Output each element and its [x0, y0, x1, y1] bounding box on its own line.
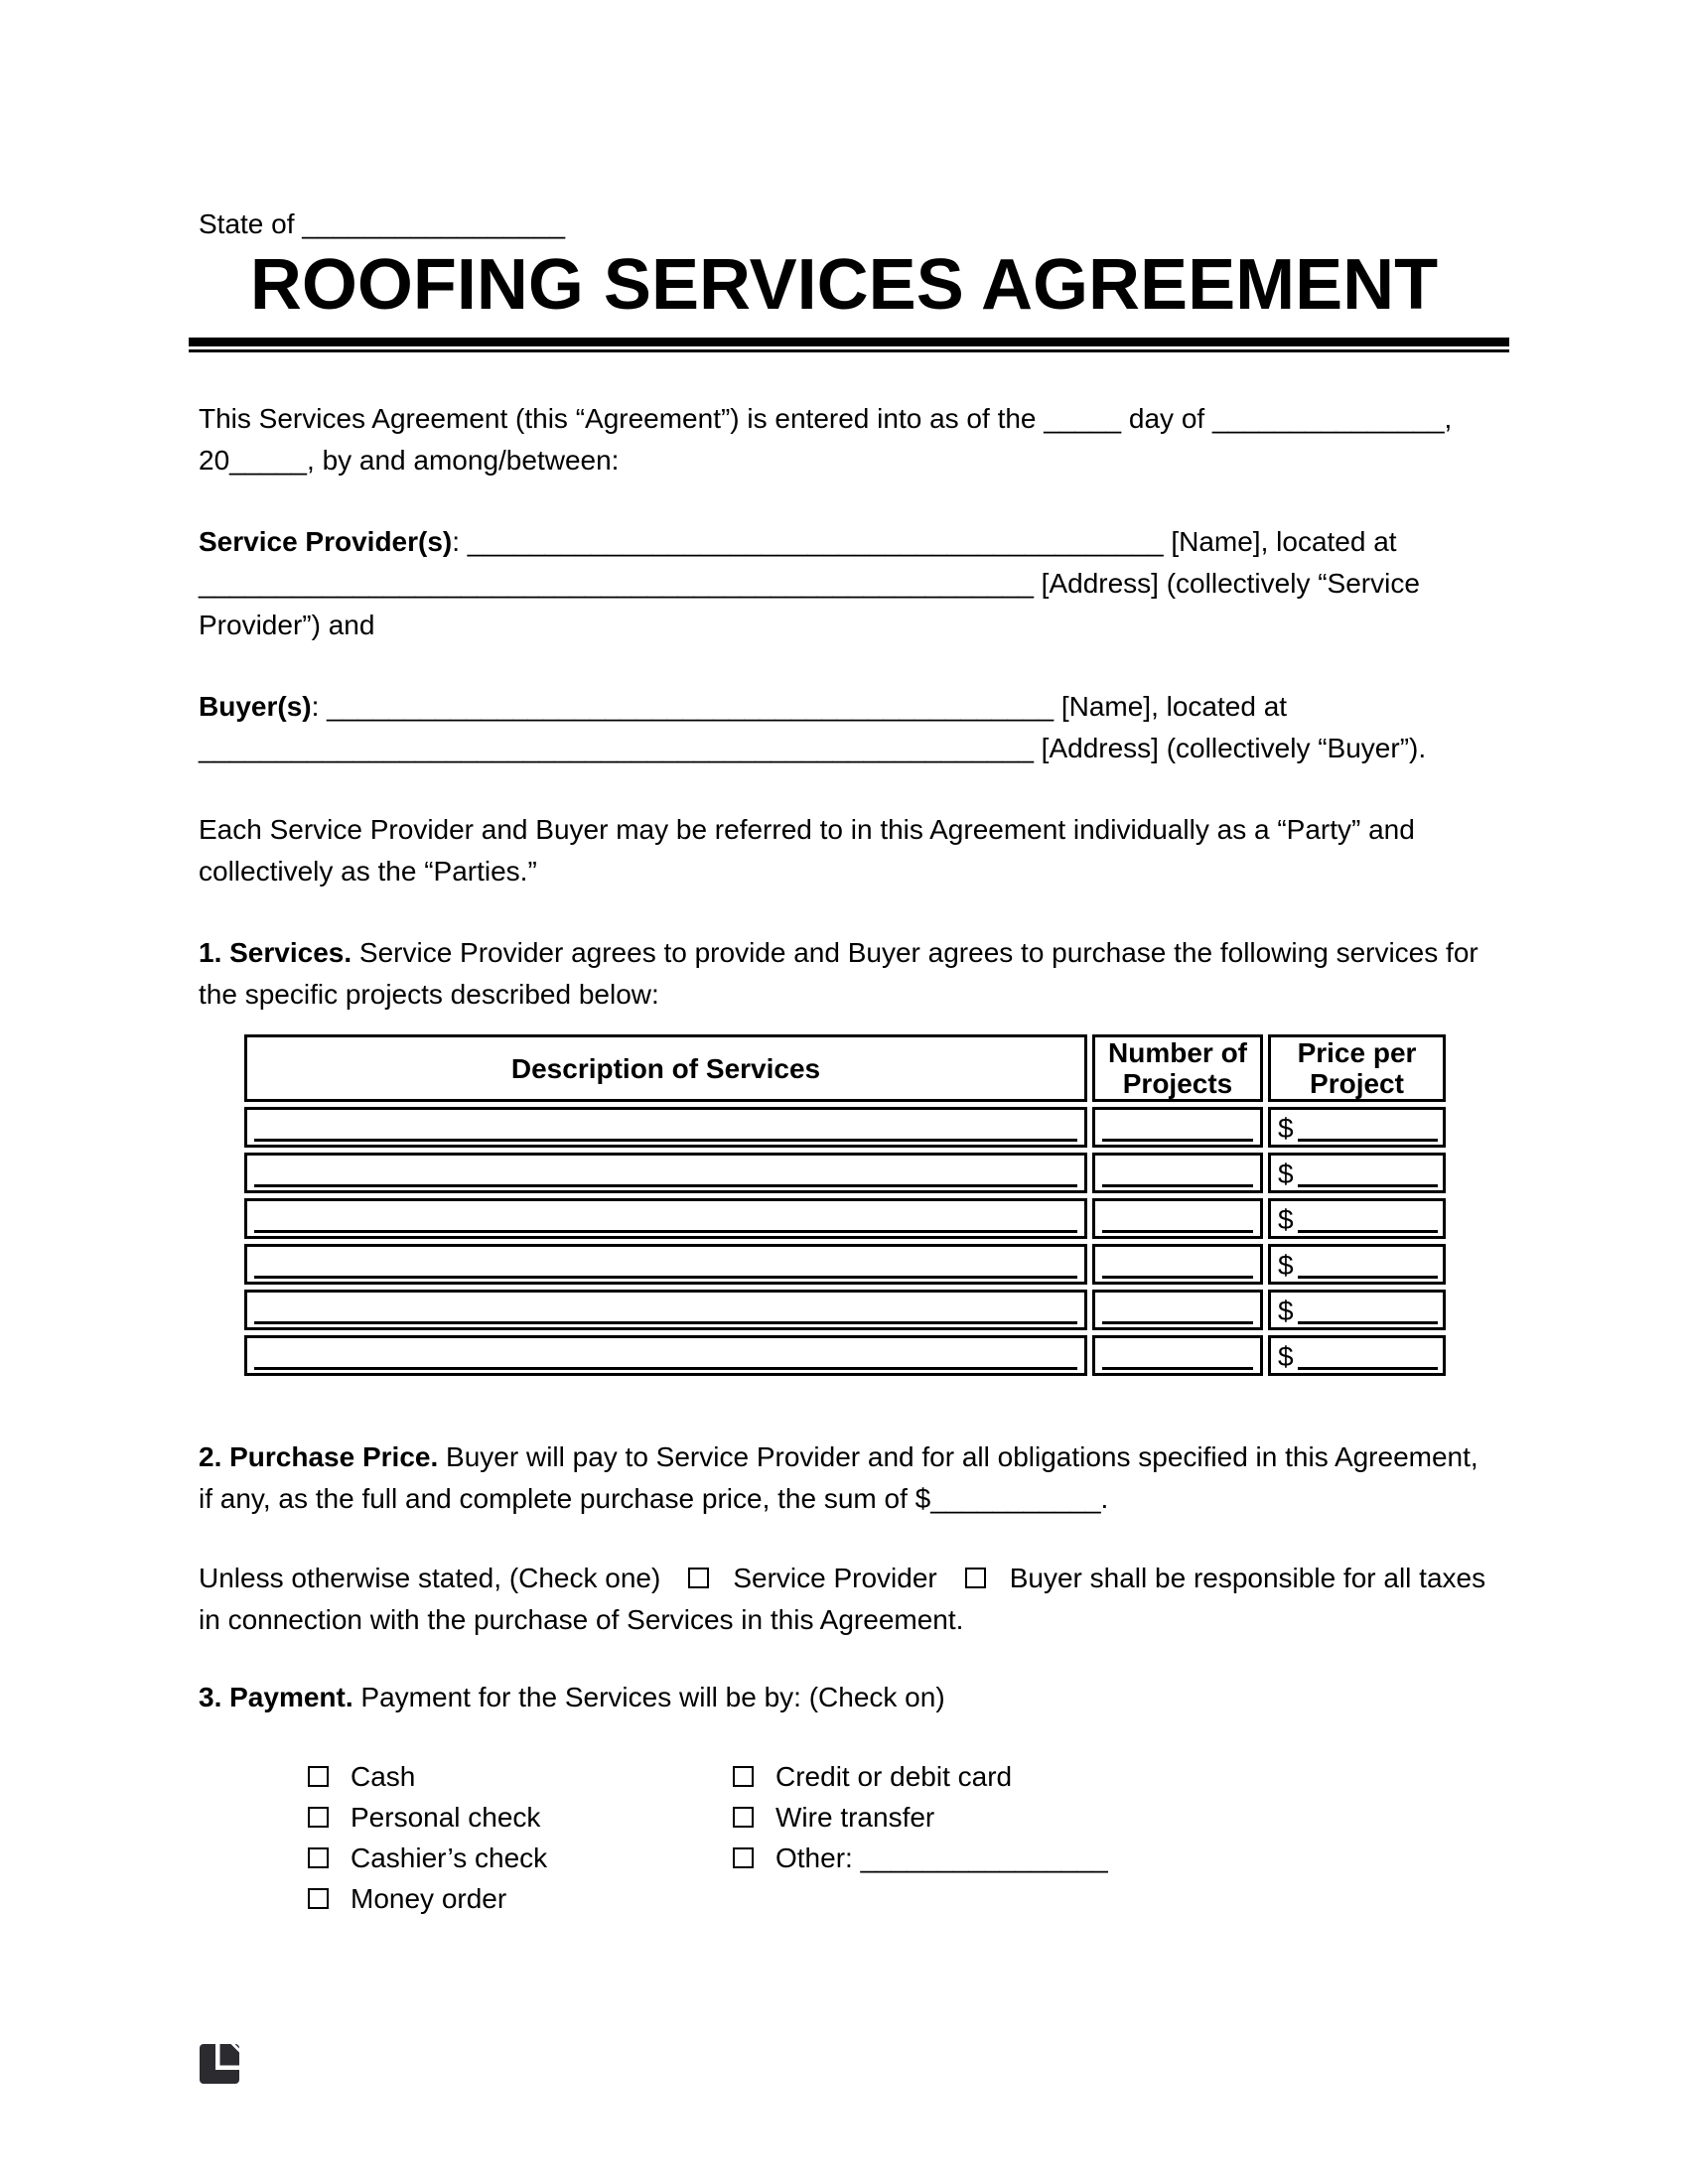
payment-label: 3. Payment.: [199, 1682, 353, 1713]
purchase-price-line-2: if any, as the full and complete purchase price, the sum of $___________.: [199, 1483, 1109, 1515]
blank-line: [1298, 1276, 1438, 1279]
dollar-sign: $: [1278, 1204, 1294, 1236]
payment-options: [199, 1756, 1489, 1919]
purchase-price-label: 2. Purchase Price.: [199, 1441, 439, 1473]
service-provider-line-1: [199, 521, 1489, 563]
buyer-paragraph: [199, 686, 1489, 769]
blank-line: [1298, 1184, 1438, 1187]
price-cell: [1268, 1244, 1446, 1285]
description-cell: [244, 1153, 1087, 1193]
payment-paragraph: [199, 1677, 1489, 1718]
list-item: [308, 1797, 733, 1838]
dollar-sign: $: [1278, 1341, 1294, 1373]
cashiers-check-checkbox[interactable]: [308, 1847, 329, 1868]
dollar-sign: $: [1278, 1113, 1294, 1145]
dollar-sign: $: [1278, 1159, 1294, 1190]
projects-cell: [1092, 1335, 1263, 1376]
list-item: [308, 1878, 733, 1919]
payment-options-left-column: [308, 1756, 733, 1919]
table-row: [244, 1335, 1446, 1376]
table-row: [244, 1244, 1446, 1285]
blank-line: [254, 1276, 1077, 1279]
buyer-label: Buyer(s): [199, 691, 312, 723]
blank-line: [254, 1230, 1077, 1233]
intro-line-1: This Services Agreement (this “Agreement”) is entered into as of the _____ day of _______________,: [199, 403, 1453, 435]
price-cell: [1268, 1153, 1446, 1193]
table-row: [244, 1290, 1446, 1330]
blank-line: [254, 1321, 1077, 1324]
table-row: [244, 1107, 1446, 1148]
tax-prefix: Unless otherwise stated, (Check one): [199, 1563, 661, 1594]
payment-line: [199, 1677, 1489, 1718]
description-cell: [244, 1107, 1087, 1148]
price-cell: [1268, 1290, 1446, 1330]
blank-line: [254, 1367, 1077, 1370]
tax-line-1: [199, 1558, 1489, 1599]
header-price-per-project: Price per Project: [1268, 1034, 1446, 1102]
wire-transfer-label: Wire transfer: [775, 1801, 935, 1833]
description-cell: [244, 1198, 1087, 1239]
service-provider-paragraph: [199, 521, 1489, 646]
projects-cell: [1092, 1107, 1263, 1148]
personal-check-checkbox[interactable]: [308, 1807, 329, 1828]
table-row: [244, 1198, 1446, 1239]
tax-paragraph: [199, 1558, 1489, 1641]
description-cell: [244, 1244, 1087, 1285]
projects-cell: [1092, 1153, 1263, 1193]
services-line-1: [199, 932, 1489, 974]
list-item: [733, 1838, 1108, 1878]
dollar-sign: $: [1278, 1250, 1294, 1282]
blank-line: [1298, 1367, 1438, 1370]
description-cell: [244, 1335, 1087, 1376]
price-cell: [1268, 1107, 1446, 1148]
blank-line: [1298, 1139, 1438, 1142]
table-row: [244, 1153, 1446, 1193]
money-order-label: Money order: [351, 1882, 507, 1914]
credit-or-debit-card-label: Credit or debit card: [775, 1760, 1013, 1792]
wire-transfer-checkbox[interactable]: [733, 1807, 754, 1828]
service-provider-name-blank: : _____________________________________________ [Name], located at: [452, 526, 1397, 558]
buyer-line-1: [199, 686, 1489, 728]
legaltemplates-logo-icon: [200, 2044, 239, 2084]
payment-text: Payment for the Services will be by: (Check on): [352, 1682, 945, 1713]
personal-check-label: Personal check: [351, 1801, 541, 1833]
tax-line-2: in connection with the purchase of Services in this Agreement.: [199, 1604, 964, 1636]
header-number-of-projects: Number of Projects: [1092, 1034, 1263, 1102]
tax-option-service-provider: Service Provider: [733, 1563, 937, 1594]
list-item: [308, 1838, 733, 1878]
blank-line: [1102, 1276, 1253, 1279]
table-header-row: [244, 1034, 1446, 1102]
list-item: [733, 1797, 1108, 1838]
intro-line-2: 20_____, by and among/between:: [199, 445, 620, 477]
title-rule: [189, 338, 1509, 352]
blank-line: [1102, 1139, 1253, 1142]
services-text: Service Provider agrees to provide and Buyer agrees to purchase the following services for: [352, 937, 1478, 969]
description-cell: [244, 1290, 1087, 1330]
buyer-line-2: ______________________________________________________ [Address] (collectively “Buyer”).: [199, 733, 1427, 764]
tax-option-buyer: Buyer shall be responsible for all taxes: [1009, 1563, 1486, 1594]
credit-or-debit-card-checkbox[interactable]: [733, 1766, 754, 1787]
projects-cell: [1092, 1290, 1263, 1330]
legaltemplates-logo: [200, 2044, 239, 2084]
other-label: Other: ________________: [775, 1842, 1108, 1873]
price-cell: [1268, 1335, 1446, 1376]
payment-options-right-column: [733, 1756, 1108, 1919]
other-checkbox[interactable]: [733, 1847, 754, 1868]
service-provider-checkbox[interactable]: [688, 1568, 709, 1588]
parties-paragraph: [199, 809, 1489, 892]
price-cell: [1268, 1198, 1446, 1239]
state-line: State of _________________: [199, 208, 566, 239]
money-order-checkbox[interactable]: [308, 1888, 329, 1909]
dollar-sign: $: [1278, 1296, 1294, 1327]
services-paragraph: [199, 932, 1489, 1016]
blank-line: [1298, 1230, 1438, 1233]
buyer-name-blank: : _______________________________________________ [Name], located at: [311, 691, 1288, 723]
projects-cell: [1092, 1198, 1263, 1239]
blank-line: [1102, 1367, 1253, 1370]
cash-checkbox[interactable]: [308, 1766, 329, 1787]
parties-line-2: collectively as the “Parties.”: [199, 856, 537, 887]
intro-paragraph: [199, 398, 1489, 481]
service-provider-line-2: ______________________________________________________ [Address] (collectively “Service: [199, 568, 1420, 600]
blank-line: [1102, 1321, 1253, 1324]
buyer-checkbox[interactable]: [965, 1568, 986, 1588]
blank-line: [1102, 1230, 1253, 1233]
blank-line: [254, 1184, 1077, 1187]
purchase-price-text: Buyer will pay to Service Provider and for all obligations specified in this Agreement,: [438, 1441, 1478, 1473]
blank-line: [254, 1139, 1077, 1142]
list-item: [733, 1756, 1108, 1797]
cash-label: Cash: [351, 1760, 416, 1792]
services-table: [239, 1029, 1451, 1381]
purchase-price-line-1: [199, 1436, 1489, 1478]
page-title: ROOFING SERVICES AGREEMENT: [249, 245, 1439, 325]
header-description-of-services: Description of Services: [244, 1034, 1087, 1102]
parties-line-1: Each Service Provider and Buyer may be referred to in this Agreement individually as a “Party” and: [199, 814, 1415, 846]
cashiers-check-label: Cashier’s check: [351, 1842, 548, 1873]
service-provider-line-3: Provider”) and: [199, 610, 375, 641]
blank-line: [1102, 1184, 1253, 1187]
service-provider-label: Service Provider(s): [199, 526, 453, 558]
services-section-label: 1. Services.: [199, 937, 352, 969]
services-line-2: the specific projects described below:: [199, 979, 659, 1011]
blank-line: [1298, 1321, 1438, 1324]
list-item: [308, 1756, 733, 1797]
purchase-price-paragraph: [199, 1436, 1489, 1520]
projects-cell: [1092, 1244, 1263, 1285]
